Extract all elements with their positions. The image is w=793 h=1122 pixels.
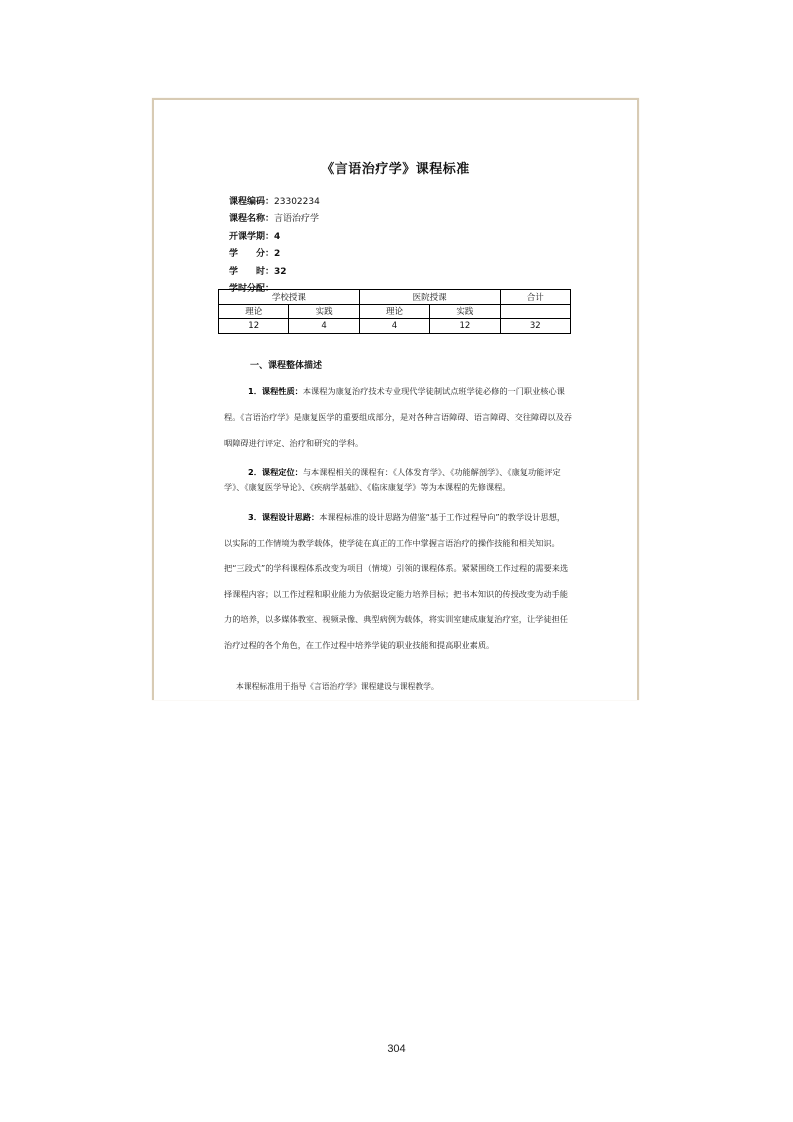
table-cell: 合计 xyxy=(500,290,570,305)
table-cell: 实践 xyxy=(289,304,359,319)
table-cell xyxy=(500,304,570,319)
meta-course-code: 课程编码：23302234 xyxy=(229,197,320,207)
paragraph-course-position: 2．课程定位：与本课程相关的课程有：《人体发育学》、《功能解剖学》、《康复功能评定学》、《康复医学导论》、《疾病学基础》、《临床康复学》等为本课程的先修课程。 xyxy=(224,467,561,492)
section-heading: 一、课程整体描述 xyxy=(250,361,323,371)
table-row xyxy=(219,319,571,334)
table-row xyxy=(219,304,571,319)
table-row xyxy=(219,290,571,305)
table-cell: 理论 xyxy=(219,304,289,319)
table-cell: 学校授课 xyxy=(219,290,360,305)
meta-credits: 学 分：2 xyxy=(229,249,281,260)
table-cell: 理论 xyxy=(359,304,429,319)
hours-table xyxy=(218,289,571,334)
table-cell: 32 xyxy=(500,319,570,334)
paragraph-usage-note: 本课程标准用于指导《言语治疗学》课程建设与课程教学。 xyxy=(236,682,439,691)
meta-hours: 学 时：32 xyxy=(229,266,287,277)
page-number: 304 xyxy=(387,1043,406,1055)
table-cell: 4 xyxy=(289,319,359,334)
table-cell: 实践 xyxy=(430,304,500,319)
course-meta xyxy=(229,194,320,298)
table-cell: 12 xyxy=(219,319,289,334)
meta-hours-distribution: 学时分配： xyxy=(229,284,275,295)
meta-semester: 开课学期：4 xyxy=(229,231,281,242)
table-cell: 12 xyxy=(430,319,500,334)
table-cell: 4 xyxy=(359,319,429,334)
paragraph-design-approach: 3．课程设计思路：本课程标准的设计思路为借鉴“基于工作过程导向”的教学设计思想，以实际的工作情境为教学载体，使学徒在真正的工作中掌握言语治疗的操作技能和相关知识。把“三段式”的学科课程体系改变为项目（情境）引领的课程体系。紧紧围绕工作过程的需要来选择课程内容；以工作过程和职业能力为依据设定能力培养目标；把书本知识的传授改变为动手能力的培养，以多媒体教室、视频录像、典型病例为载体，将实训室建成康复治疗室，让学徒担任治疗过程的各个角色，在工作过程中培养学徒的职业技能和提高职业素质。 xyxy=(224,512,569,650)
table-cell: 医院授课 xyxy=(359,290,500,305)
scanned-page xyxy=(152,98,639,700)
paragraph-course-nature: 1．课程性质：本课程为康复治疗技术专业现代学徒制试点班学徒必修的一门职业核心课程。《言语治疗学》是康复医学的重要组成部分，是对各种言语障碍、语言障碍、交往障碍以及吞咽障碍进行评定、治疗和研究的学科。 xyxy=(224,386,572,448)
meta-course-name: 课程名称：言语治疗学 xyxy=(229,214,320,225)
document-title: 《言语治疗学》课程标准 xyxy=(321,162,470,177)
